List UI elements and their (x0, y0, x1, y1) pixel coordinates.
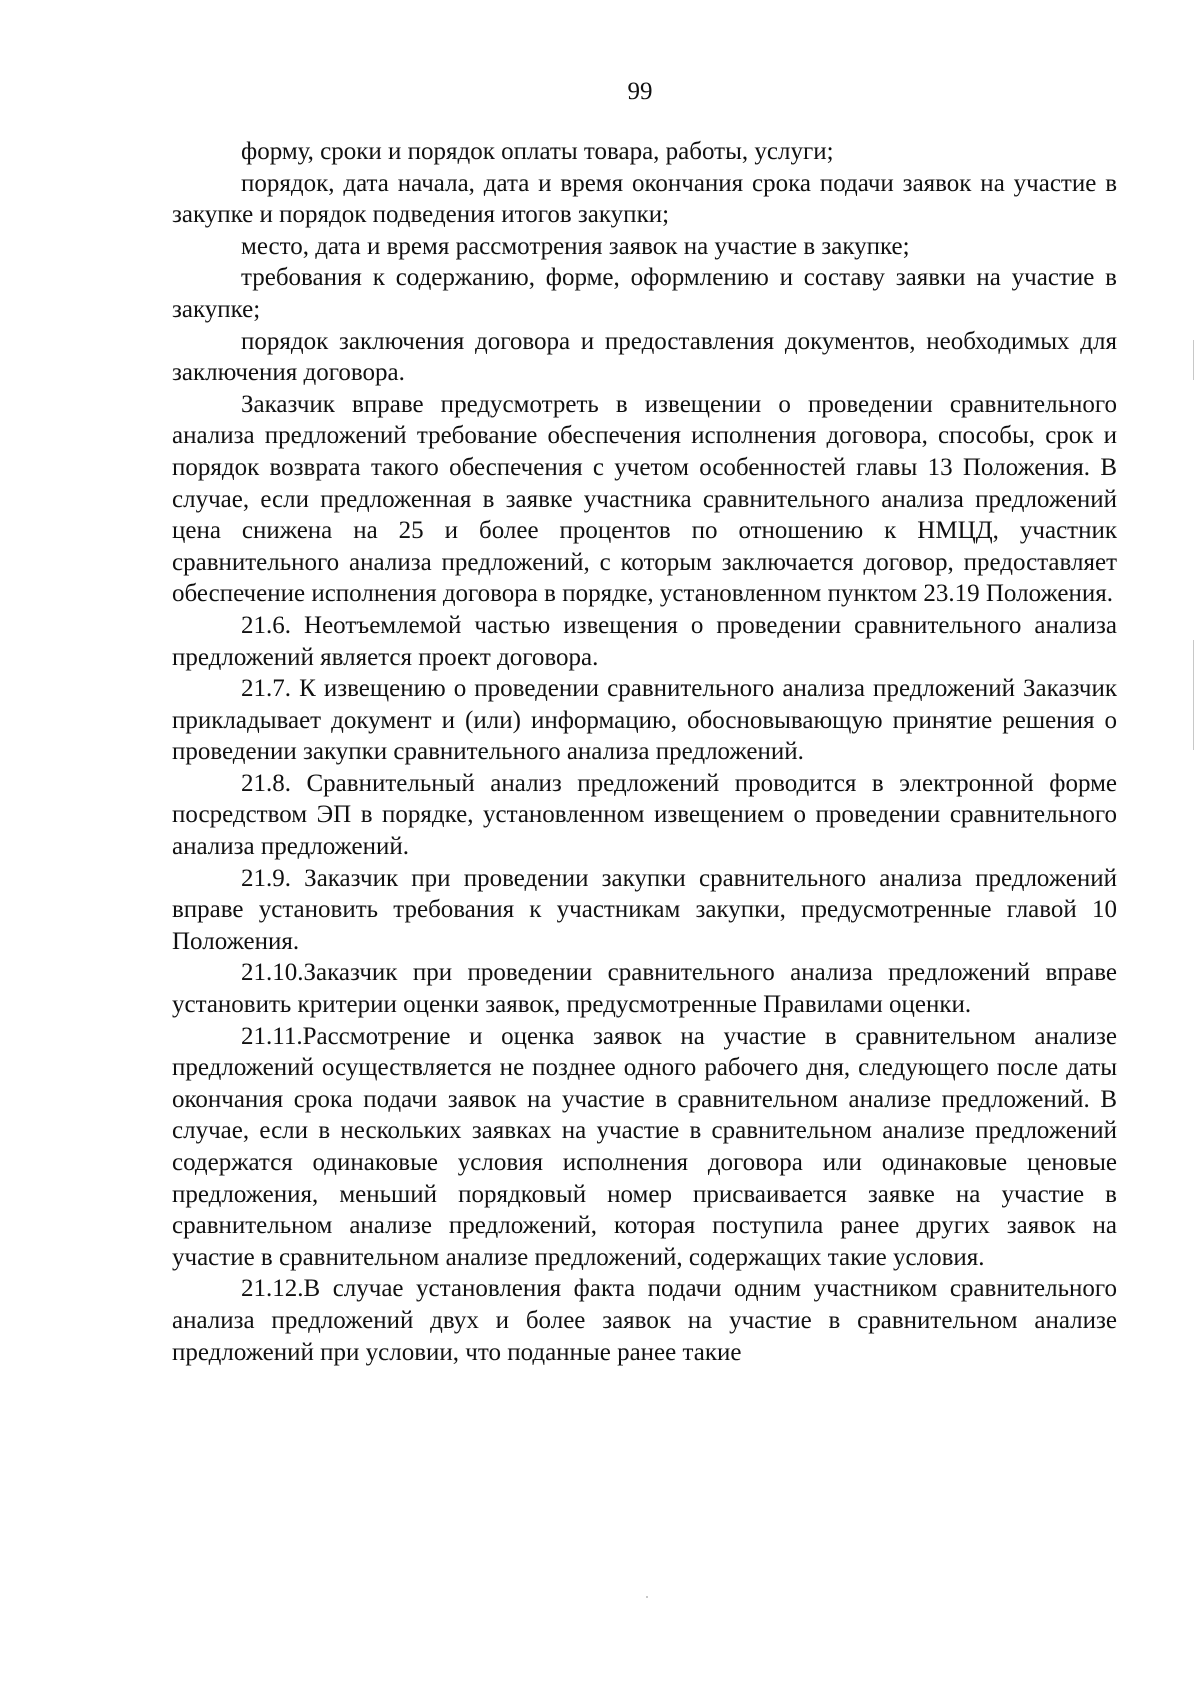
paragraph: 21.9. Заказчик при проведении закупки сравнительного анализа предложений вправе установить требования к участникам закупки, предусмотренные главой 10 Положения. (172, 864, 1117, 955)
document-body (172, 136, 1117, 1368)
paragraph: Заказчик вправе предусмотреть в извещении о проведении сравнительного анализа предложений требование обеспечения исполнения договора, способы, срок и порядок возврата такого обеспечения с учетом особенностей главы 13 Положения. В случае, если предложенная в заявке участника сравнительного анализа предложений цена снижена на 25 и более процентов по отношению к НМЦД, участник сравнительного анализа предложений, с которым заключается договор, предоставляет обеспечение исполнения договора в порядке, установленном пунктом 23.19 Положения. (172, 390, 1117, 608)
paragraph: порядок, дата начала, дата и время окончания срока подачи заявок на участие в закупке и порядок подведения итогов закупки; (172, 169, 1117, 229)
paragraph: место, дата и время рассмотрения заявок на участие в закупке; (241, 232, 910, 260)
paragraph: 21.6. Неотъемлемой частью извещения о проведении сравнительного анализа предложений является проект договора. (172, 611, 1117, 671)
paragraph: 21.10.Заказчик при проведении сравнительного анализа предложений вправе установить критерии оценки заявок, предусмотренные Правилами оценки. (172, 959, 1117, 1019)
paragraph: порядок заключения договора и предоставления документов, необходимых для заключения договора. (172, 327, 1117, 387)
paragraph: 21.8. Сравнительный анализ предложений проводится в электронной форме посредством ЭП в порядке, установленном извещением о проведении сравнительного анализа предложений. (172, 769, 1117, 861)
paragraph: требования к содержанию, форме, оформлению и составу заявки на участие в закупке; (172, 264, 1117, 323)
scan-artifact (1193, 340, 1194, 380)
paragraph: форму, сроки и порядок оплаты товара, работы, услуги; (241, 138, 834, 165)
scan-artifact (646, 1596, 648, 1598)
paragraph: 21.11.Рассмотрение и оценка заявок на участие в сравнительном анализе предложений осуществляется не позднее одного рабочего дня, следующего после даты окончания срока подачи заявок на участие в сравнительном анализе предложений. В случае, если в нескольких заявках на участие в сравнительном анализе предложений содержатся одинаковые условия исполнения договора или одинаковые ценовые предложения, меньший порядковый номер присваивается заявке на участие в сравнительном анализе предложений, которая поступила ранее других заявок на участие в сравнительном анализе предложений, содержащих такие условия. (172, 1022, 1117, 1271)
scan-artifact (1193, 640, 1194, 750)
paragraph: 21.12.В случае установления факта подачи одним участником сравнительного анализа предложений двух и более заявок на участие в сравнительном анализе предложений при условии, что поданные ранее такие (172, 1275, 1117, 1366)
page-number: 99 (627, 78, 653, 105)
paragraph: 21.7. К извещению о проведении сравнительного анализа предложений Заказчик прикладывает документ и (или) информацию, обосновывающую принятие решения о проведении закупки сравнительного анализа предложений. (172, 675, 1117, 766)
